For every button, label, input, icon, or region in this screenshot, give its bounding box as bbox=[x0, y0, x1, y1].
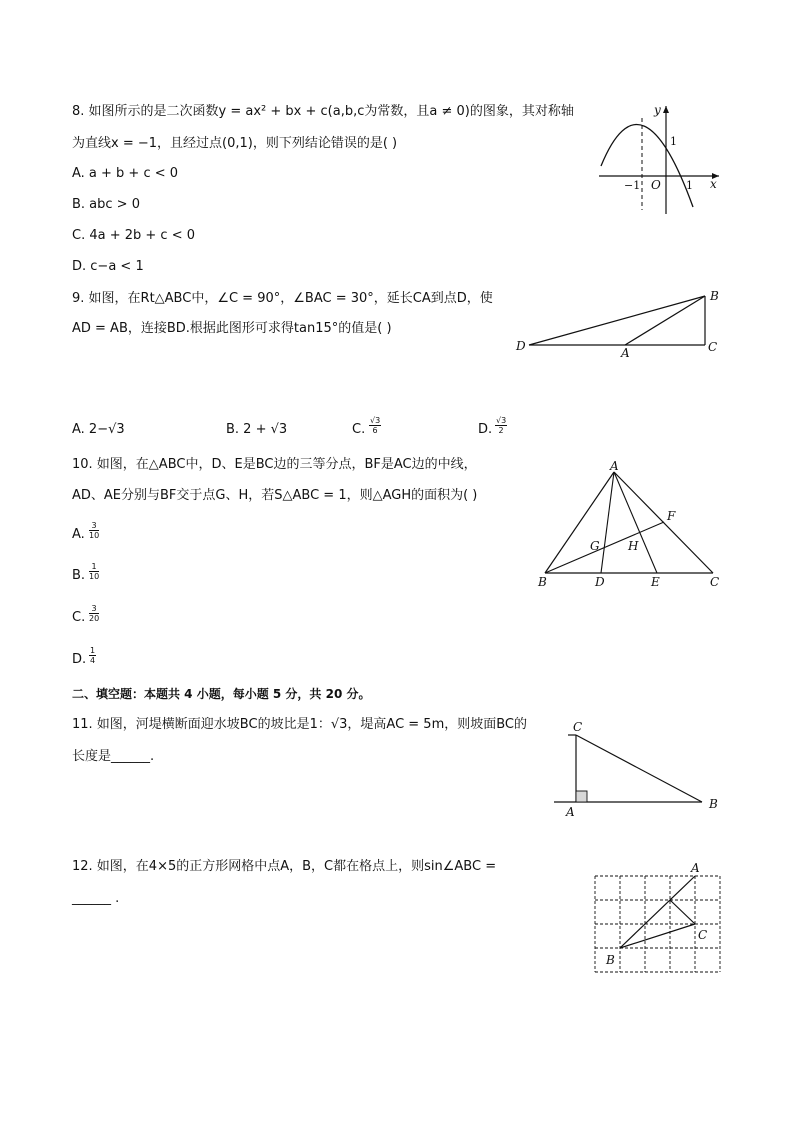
point-b-label: B bbox=[606, 953, 615, 967]
q10-option-b-fraction bbox=[89, 562, 99, 581]
q10-line1: 10. 如图，在△ABC中，D、E是BC边的三等分点，BF是AC边的中线， bbox=[72, 457, 477, 472]
q10-option-b-num: 1 bbox=[89, 562, 99, 572]
origin-label: O bbox=[651, 178, 661, 192]
q8-option-c: C. 4a + 2b + c < 0 bbox=[72, 228, 195, 243]
q10-option-c-num: 3 bbox=[89, 604, 99, 614]
q10-option-d-num: 1 bbox=[90, 646, 96, 655]
q12-grid-figure bbox=[590, 860, 725, 978]
q9-line1: 9. 如图，在Rt△ABC中，∠C = 90°，∠BAC = 30°，延长CA到点D，使 bbox=[72, 291, 493, 306]
point-h-label: H bbox=[628, 539, 639, 553]
q10-option-b-den: 10 bbox=[89, 572, 100, 581]
point-a-label: A bbox=[621, 346, 630, 360]
q10-option-c-fraction bbox=[89, 604, 99, 623]
q10-triangle-figure bbox=[532, 458, 727, 593]
q9-triangle-figure bbox=[512, 286, 727, 360]
q12-line1: 12. 如图，在4×5的正方形网格中点A，B，C都在格点上，则sin∠ABC = bbox=[72, 859, 497, 874]
q10-line2: AD、AE分别与BF交于点G、H，若S△ABC = 1，则△AGH的面积为( ) bbox=[72, 488, 478, 503]
point-f-label: F bbox=[667, 509, 676, 523]
q9-option-c-num: √3 bbox=[370, 416, 381, 425]
point-c-label: C bbox=[710, 575, 720, 589]
q10-option-c-label: C. bbox=[72, 610, 86, 625]
q9-line2: AD = AB，连接BD.根据此图形可求得tan15°的值是( ) bbox=[72, 321, 392, 336]
q11-line2: 长度是______. bbox=[72, 749, 155, 764]
q10-option-a-label: A. bbox=[72, 527, 85, 542]
q9-option-b: B. 2 + √3 bbox=[226, 422, 288, 437]
q9-option-d-fraction bbox=[495, 416, 507, 435]
q10-option-d-label: D. bbox=[72, 652, 87, 667]
q10-option-b-label: B. bbox=[72, 568, 86, 583]
point-b-label: B bbox=[538, 575, 547, 589]
y-label: y bbox=[654, 103, 661, 117]
q10-option-d-fraction bbox=[89, 646, 96, 665]
neg-one-label: −1 bbox=[624, 179, 641, 192]
one-y-label: 1 bbox=[670, 135, 677, 148]
point-b-label: B bbox=[710, 289, 719, 303]
q9-option-d-label: D. bbox=[478, 422, 493, 437]
q8-line2: 为直线x = −1，且经过点(0,1)，则下列结论错误的是( ) bbox=[72, 136, 398, 151]
q9-option-d-num: √3 bbox=[496, 416, 507, 425]
q10-option-c-den: 20 bbox=[89, 614, 100, 623]
point-g-label: G bbox=[590, 539, 600, 553]
y-axis-arrow-icon bbox=[663, 106, 669, 113]
q8-option-a: A. a + b + c < 0 bbox=[72, 166, 179, 181]
q9-option-a: A. 2−√3 bbox=[72, 422, 125, 437]
one-x-label: 1 bbox=[686, 179, 693, 192]
point-a-label: A bbox=[566, 805, 575, 819]
q8-option-b: B. abc > 0 bbox=[72, 197, 140, 212]
q11-line1: 11. 如图，河堤横断面迎水坡BC的坡比是1：√3，堤高AC = 5m，则坡面BC的 bbox=[72, 717, 528, 732]
q8-line1: 8. 如图所示的是二次函数y = ax² + bx + c(a,b,c为常数，且a ≠ 0)的图象，其对称轴 bbox=[72, 104, 574, 119]
q9-option-c-fraction bbox=[369, 416, 381, 435]
point-d-label: D bbox=[595, 575, 605, 589]
q9-option-c-den: 6 bbox=[372, 426, 378, 435]
point-d-label: D bbox=[516, 339, 526, 353]
q11-slope-figure bbox=[552, 718, 724, 823]
x-label: x bbox=[710, 177, 717, 191]
parabola-curve bbox=[601, 125, 693, 207]
point-a-label: A bbox=[691, 861, 700, 875]
section-heading: 二、填空题：本题共 4 小题，每小题 5 分，共 20 分。 bbox=[72, 687, 371, 701]
point-e-label: E bbox=[651, 575, 660, 589]
point-c-label: C bbox=[698, 928, 708, 942]
q10-option-a-fraction bbox=[89, 521, 99, 540]
q8-parabola-figure bbox=[595, 100, 725, 218]
q8-option-d: D. c−a < 1 bbox=[72, 259, 144, 274]
q10-option-a-den: 10 bbox=[89, 531, 100, 540]
point-a-label: A bbox=[610, 459, 619, 473]
point-b-label: B bbox=[709, 797, 718, 811]
q10-option-a-num: 3 bbox=[89, 521, 99, 531]
q12-line2: ______ . bbox=[72, 891, 120, 906]
q9-option-d-den: 2 bbox=[498, 426, 504, 435]
right-angle-marker bbox=[576, 791, 587, 802]
point-c-label: C bbox=[708, 340, 718, 354]
q10-option-d-den: 4 bbox=[90, 656, 96, 665]
q9-option-c-label: C. bbox=[352, 422, 366, 437]
point-c-label: C bbox=[573, 720, 583, 734]
